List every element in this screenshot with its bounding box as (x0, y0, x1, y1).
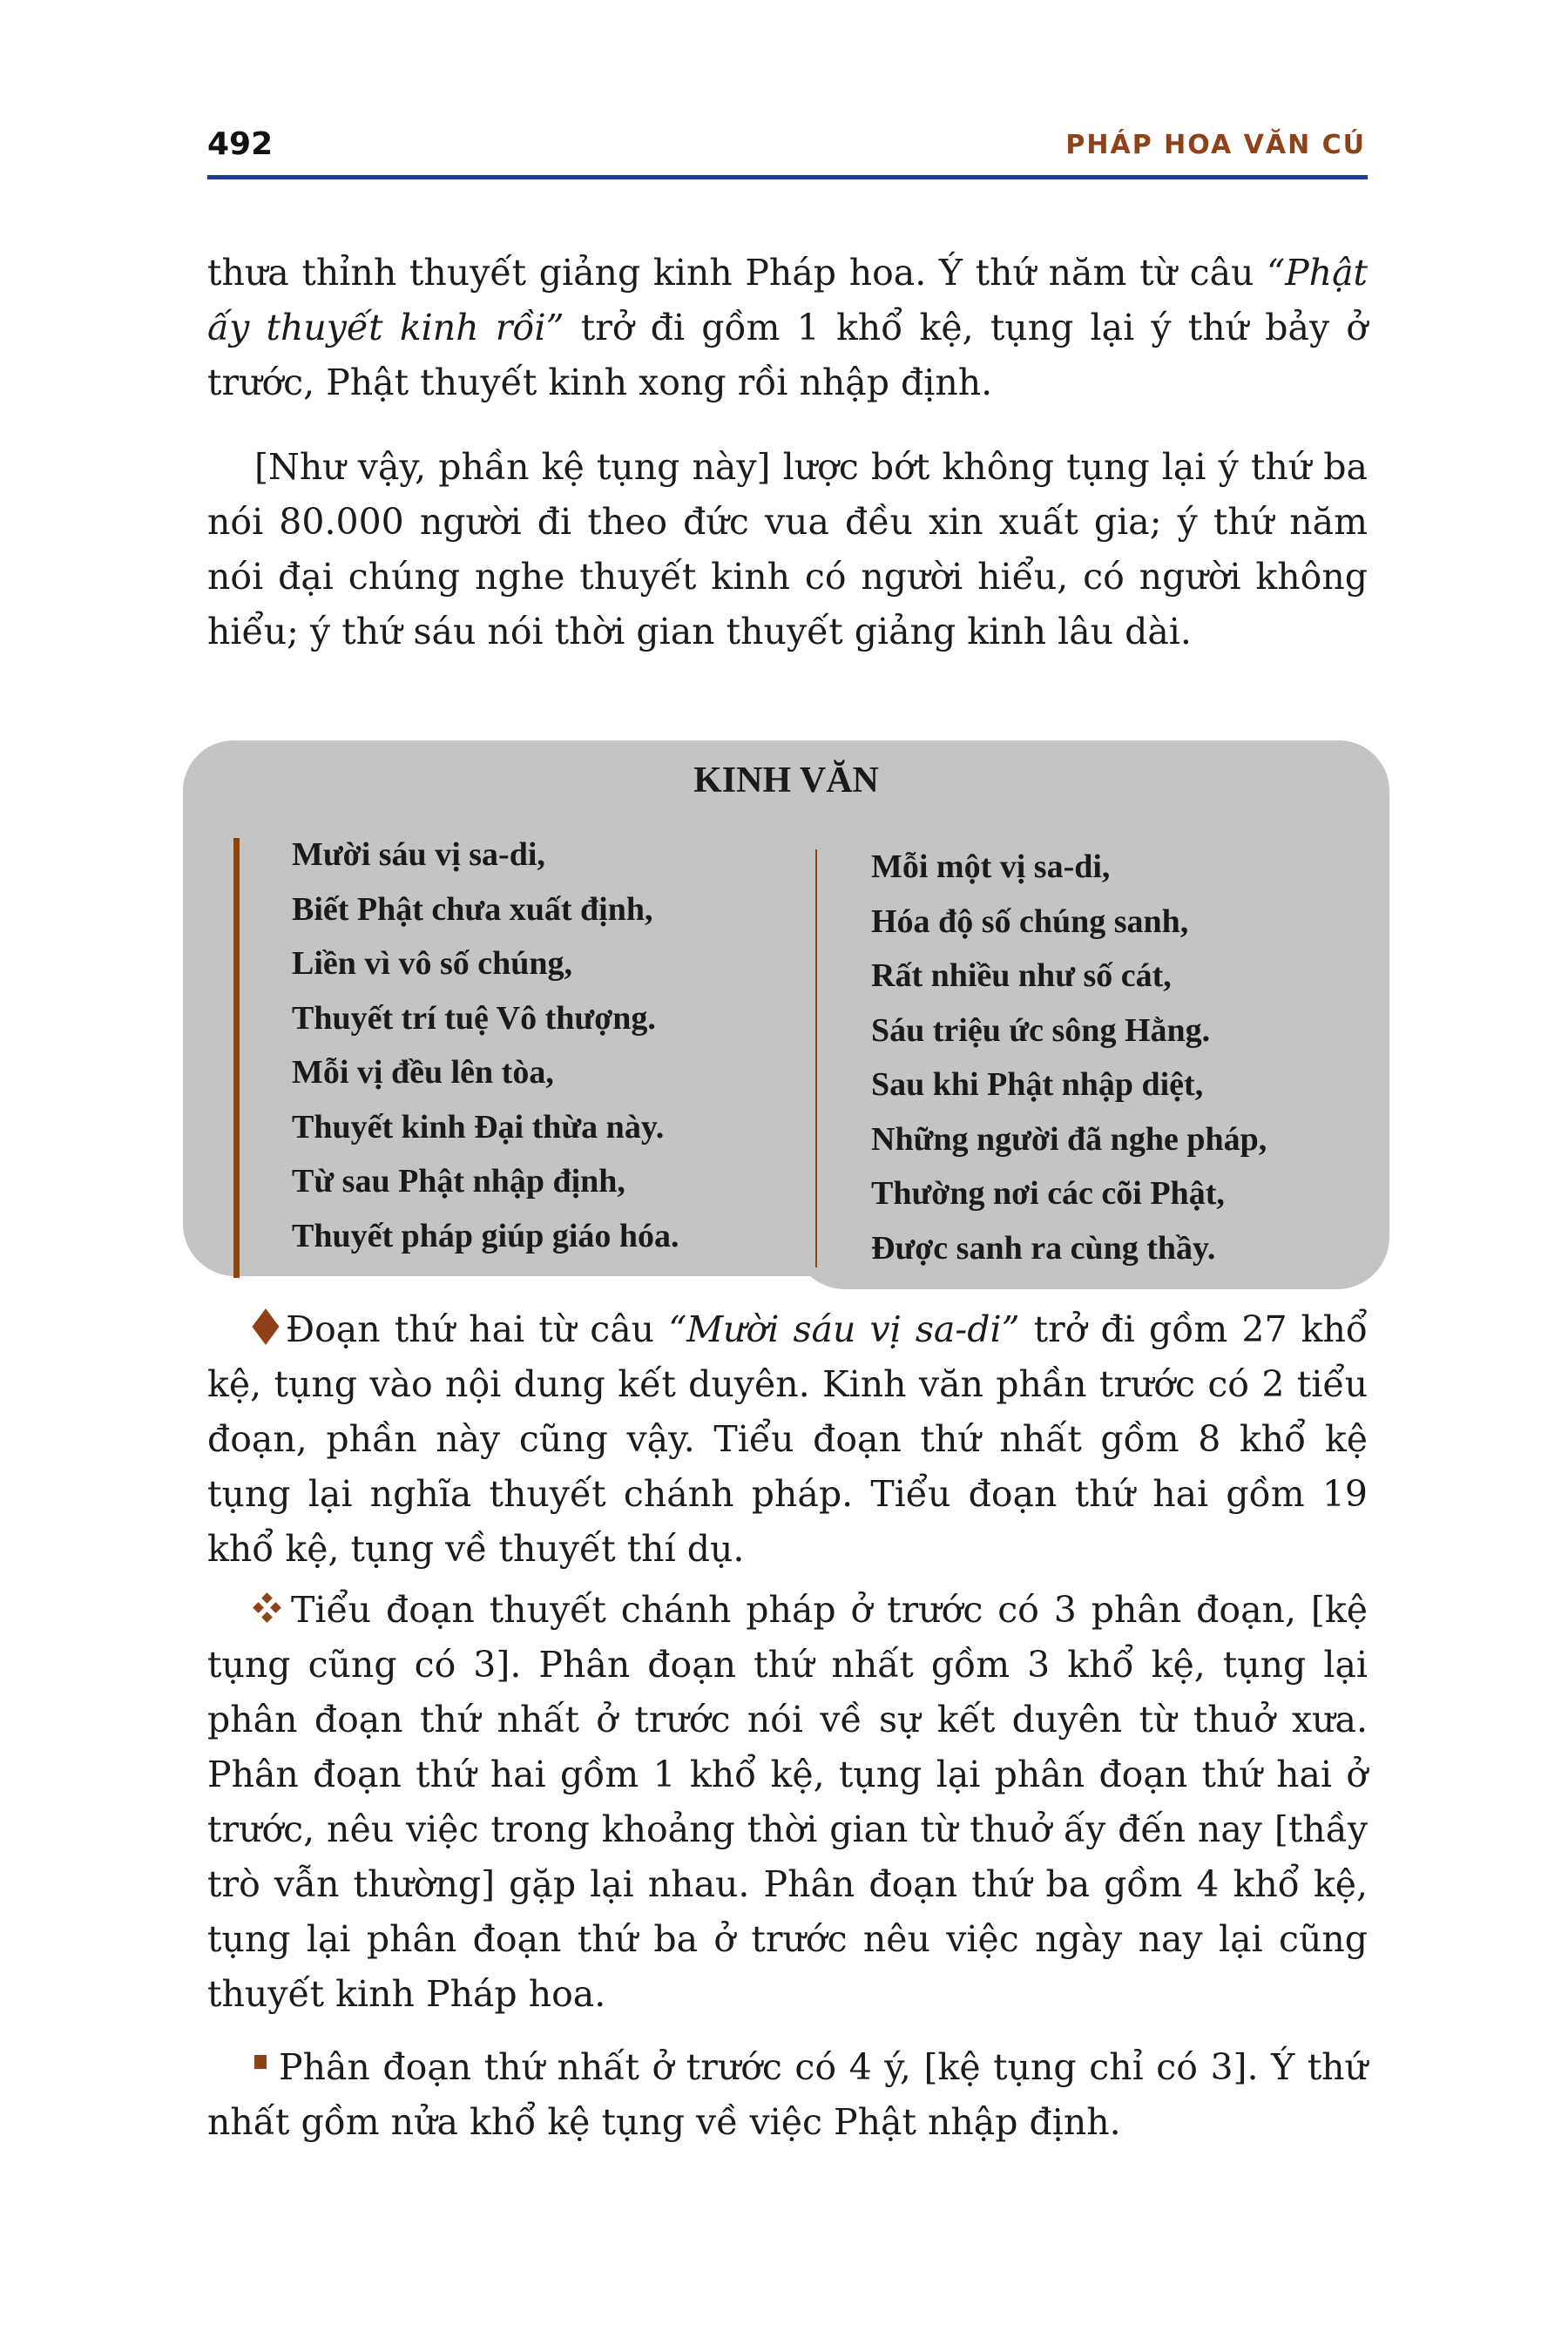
paragraph-1-text-after: trở đi gồm 1 khổ kệ, tụng lại ý thứ bảy ở trước, Phật thuyết kinh xong rồi nhập định. (207, 307, 1369, 403)
verse-line: Được sanh ra cùng thầy. (871, 1229, 1216, 1267)
paragraph-5-text: Phân đoạn thứ nhất ở trước có 4 ý, [kệ tụng chỉ có 3]. Ý thứ nhất gồm nửa khổ kệ tụng về việc Phật nhập định. (207, 2046, 1368, 2143)
verse-line: Sau khi Phật nhập diệt, (871, 1066, 1204, 1103)
verse-column-left (292, 828, 679, 1263)
running-title: PHÁP HOA VĂN CÚ (1065, 130, 1366, 160)
paragraph-3-text-after: trở đi gồm 27 khổ kệ, tụng vào nội dung kết duyên. Kinh văn phần trước có 2 tiểu đoạn, phần này cũng vậy. Tiểu đoạn thứ nhất gồm 8 khổ kệ tụng lại nghĩa thuyết chánh pháp. Tiểu đoạn thứ hai gồm 19 khổ kệ, tụng về thuyết thí dụ. (207, 1308, 1368, 1570)
square-bullet-icon (254, 2055, 267, 2069)
verse-line: Thuyết kinh Đại thừa này. (292, 1108, 665, 1146)
verse-line: Thuyết trí tuệ Vô thượng. (292, 999, 656, 1037)
verse-line: Từ sau Phật nhập định, (292, 1163, 625, 1200)
paragraph-1-text-before: thưa thỉnh thuyết giảng kinh Pháp hoa. Ý thứ năm từ câu (207, 252, 1267, 294)
verse-line: Những người đã nghe pháp, (871, 1120, 1267, 1158)
verse-line: Rất nhiều như số cát, (871, 957, 1172, 994)
page-number: 492 (207, 126, 274, 162)
paragraph-4-text: Tiểu đoạn thuyết chánh pháp ở trước có 3 phân đoạn, [kệ tụng cũng có 3]. Phân đoạn thứ nhất gồm 3 khổ kệ, tụng lại phân đoạn thứ nhất ở trước nói về sự kết duyên từ thuở xưa. Phân đoạn thứ hai gồm 1 khổ kệ, tụng lại phân đoạn thứ hai ở trước, nêu việc trong khoảng thời gian từ thuở ấy đến nay [thầy trò vẫn thường] gặp lại nhau. Phân đoạn thứ ba gồm 4 khổ kệ, tụng lại phân đoạn thứ ba ở trước nêu việc ngày nay lại cũng thuyết kinh Pháp hoa. (207, 1589, 1368, 2015)
paragraph-5 (207, 2040, 1368, 2150)
column-divider (815, 849, 817, 1267)
verse-line: Mười sáu vị sa-di, (292, 836, 545, 873)
paragraph-3-quote: “Mười sáu vị sa-di” (668, 1308, 1020, 1350)
verse-line: Mỗi một vị sa-di, (871, 848, 1111, 885)
header-rule (207, 175, 1368, 179)
verse-line: Thường nơi các cõi Phật, (871, 1175, 1225, 1212)
left-accent-bar (233, 838, 240, 1278)
verse-column-right (871, 840, 1267, 1275)
scripture-box-title: KINH VĂN (693, 760, 879, 801)
scripture-box (183, 740, 1389, 1289)
paragraph-4 (207, 1583, 1368, 2022)
verse-line: Thuyết pháp giúp giáo hóa. (292, 1217, 679, 1254)
verse-line: Mỗi vị đều lên tòa, (292, 1054, 554, 1091)
paragraph-1-quote: “Phật ấy thuyết kinh rồi” (207, 252, 1368, 348)
paragraph-3-text-before: Đoạn thứ hai từ câu (286, 1308, 669, 1350)
verse-line: Sáu triệu ức sông Hằng. (871, 1011, 1211, 1049)
verse-line: Liền vì vô số chúng, (292, 945, 573, 982)
paragraph-2-text: [Như vậy, phần kệ tụng này] lược bớt không tụng lại ý thứ ba nói 80.000 người đi theo đức vua đều xin xuất gia; ý thứ năm nói đại chúng nghe thuyết kinh có người hiểu, có người không hiểu; ý thứ sáu nói thời gian thuyết giảng kinh lâu dài. (207, 446, 1368, 652)
diamond-bullet-icon (254, 1310, 277, 1345)
four-diamond-bullet-icon (254, 1594, 280, 1624)
verse-line: Hóa độ số chúng sanh, (871, 902, 1189, 940)
verse-line: Biết Phật chưa xuất định, (292, 890, 653, 928)
paragraph-2 (207, 440, 1368, 659)
paragraph-1 (207, 246, 1368, 410)
page-header (207, 126, 1366, 170)
paragraph-3 (207, 1302, 1368, 1577)
